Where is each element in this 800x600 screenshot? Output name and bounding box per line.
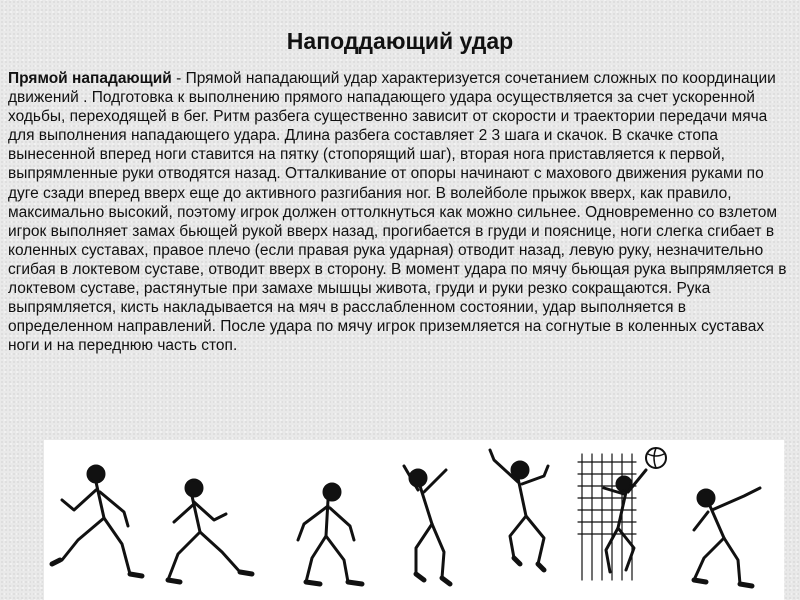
player-figure-1 — [52, 466, 142, 576]
slide-title: Наподдающий удар — [286, 28, 514, 54]
volleyball-icon — [646, 448, 666, 468]
volleyball-spike-sequence-illustration — [44, 440, 784, 600]
paragraph-text: Прямой нападающий удар характеризуется сочетанием сложных по координации движений . Подготовка к выполнению прямого нападающего удара осуществляется за счет ускоренной ходьбы, переходящей в бег. Ритм разбега существенно зависит от скорости и траектории передачи мяча для выполнения нападающего удара. Длина разбега составляет 2 3 шага и скачок. В скачке стопа вынесенной вперед ноги ставится на пятку (стопорящий шаг), вторая нога приставляется к первой, выпрямленные руки отводятся назад. Отталкивание от опоры начинают с махового движения руками по дуге сзади вперед вверх еще до активного разгибания ног. В волейболе прыжок вверх, как правило, максимально высокий, поэтому игрок должен оттолкнуться как можно сильнее. Одновременно со взлетом игрок выполняет замах бьющей рукой вверх назад, прогибается в груди и пояснице, ноги слегка сгибает в коленных суставах, правое плечо (если правая рука ударная) отводит назад, левую руку, незначительно сгибая в локтевом суставе, отводит вверх в сторону. В момент удара по мячу бьющая рука выпрямляется в локтевом суставе, растянутые при замахе мышцы живота, груди и руки резко сокращаются. Рука выпрямляется, кисть накладывается на мяч в расслабленном состоянии, удар выполняется в определенном направлений. После удара по мячу игрок приземляется на согнутые в коленных суставах ноги и на переднюю часть стоп. — [8, 70, 787, 355]
player-figure-5 — [490, 450, 548, 570]
player-figure-2 — [168, 480, 252, 582]
paragraph-dash: - — [171, 70, 186, 87]
body-paragraph — [8, 69, 793, 355]
player-figure-3 — [298, 484, 362, 584]
paragraph-lead: Прямой нападающий — [8, 70, 172, 87]
player-figure-7 — [694, 488, 760, 586]
player-figure-4 — [404, 466, 450, 584]
